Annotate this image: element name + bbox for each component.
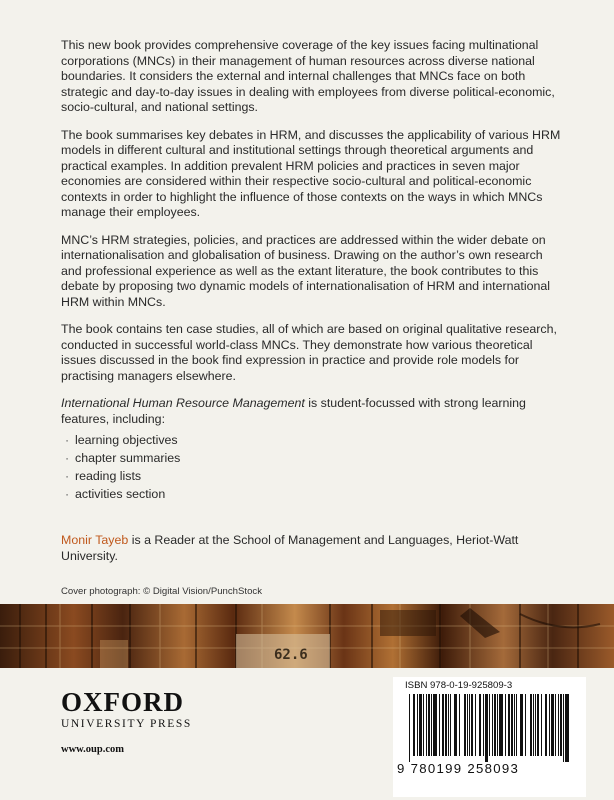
back-cover-blurb (61, 38, 561, 600)
barcode-bar (485, 694, 488, 762)
oxford-logo (61, 688, 192, 730)
barcode-bar (516, 694, 517, 756)
barcode-bar (535, 694, 536, 756)
publisher-press: UNIVERSITY PRESS (61, 718, 192, 730)
barcode-bar (520, 694, 523, 756)
bullet-icon: · (65, 469, 70, 483)
publisher-name: OXFORD (61, 687, 184, 717)
barcode-bar (483, 694, 484, 756)
barcode-bar (545, 694, 547, 756)
publisher-url: www.oup.com (61, 744, 125, 755)
barcode-bar (533, 694, 534, 756)
barcode-bar (525, 694, 526, 756)
list-item (65, 467, 561, 485)
barcode-bar (409, 694, 410, 762)
barcode-bar (505, 694, 506, 756)
barcode-bar (445, 694, 447, 756)
barcode-bar (439, 694, 440, 756)
barcode-bar (537, 694, 539, 756)
barcode-image (405, 694, 573, 762)
cover-photo-strip (0, 604, 614, 668)
bullet-icon: · (65, 487, 70, 501)
barcode-bar (464, 694, 466, 756)
barcode-bar (497, 694, 498, 756)
barcode-bar (475, 694, 476, 756)
feature-label: learning objectives (75, 433, 178, 447)
barcode-bar (560, 694, 562, 756)
barcode-bar (479, 694, 481, 756)
bullet-icon: · (65, 433, 70, 447)
book-title: International Human Resource Management (61, 396, 305, 410)
barcode-bar (499, 694, 503, 756)
barcode-bar (431, 694, 432, 756)
barcode-bar (494, 694, 496, 756)
barcode-bar (492, 694, 493, 756)
features-intro-text: is student-focussed with strong learning features, including: (61, 396, 526, 426)
barcode-bar (511, 694, 513, 756)
blurb-paragraph-4: The book contains ten case studies, all of which are based on original qualitative research, conducted in successful world-class MNCs. They demonstrate how various theoretical issues discussed in the book find expression in practice and provide role models for practising managers elsewhere. (61, 322, 557, 383)
list-item (65, 485, 561, 503)
bullet-icon: · (65, 451, 70, 465)
feature-label: chapter summaries (75, 451, 181, 465)
publisher-footer (0, 668, 614, 800)
learning-features (61, 396, 561, 503)
blurb-paragraph-1: This new book provides comprehensive coverage of the key issues facing multinational corporations (MNCs) in their management of human resources across diverse national boundaries. It considers the external and internal challenges that MNCs face on both strategic and day-to-day issues in dealing with employees from diverse political-economic, socio-cultural, and national settings. (61, 38, 555, 114)
isbn-barcode (393, 677, 586, 797)
barcode-bar (448, 694, 449, 756)
barcode-bar (442, 694, 444, 756)
barcode-bar (514, 694, 515, 756)
barcode-bar (450, 694, 451, 756)
blurb-paragraph-2: The book summarises key debates in HRM, and discusses the applicability of various HRM models in different cultural and institutional settings through theoretical arguments and practical examples. In addition prevalent HRM policies and practices in seven major economies are considered within their respective socio-cultural and political-economic contexts in order to highlight the influence of those contexts on the ways in which MNCs manage their employees. (61, 127, 561, 219)
photo-number-text: 62.6 (274, 647, 308, 663)
barcode-bar (471, 694, 473, 756)
barcode-bar (413, 694, 415, 756)
feature-label: activities section (75, 487, 166, 501)
barcode-bar (508, 694, 510, 756)
barcode-bar (426, 694, 427, 756)
feature-label: reading lists (75, 469, 142, 483)
list-item (65, 449, 561, 467)
feature-list (61, 431, 561, 503)
barcode-bar (417, 694, 418, 756)
barcode-bar (555, 694, 556, 756)
author-bio-text: is a Reader at the School of Management and Languages, Heriot-Watt University. (61, 533, 519, 563)
author-name: Monir Tayeb (61, 533, 129, 547)
barcode-bar (419, 694, 422, 756)
barcode-bar (428, 694, 430, 756)
barcode-bar (433, 694, 437, 756)
barcode-bar (541, 694, 542, 756)
barcode-bar (423, 694, 424, 756)
barcode-bar (469, 694, 470, 756)
barcode-bar (549, 694, 550, 756)
barcode-bar (563, 694, 564, 762)
cover-credit: Cover photograph: © Digital Vision/PunchStock (61, 586, 263, 597)
features-intro (61, 396, 561, 427)
barcode-digits: 9 780199 258093 (397, 761, 520, 776)
barcode-bar (467, 694, 468, 756)
barcode-bar (459, 694, 460, 756)
barcode-bar (551, 694, 554, 756)
barcode-bar (489, 694, 490, 756)
list-item (65, 431, 561, 449)
barcode-bar (454, 694, 457, 756)
author-bio (61, 533, 561, 564)
blurb-paragraph-3: MNC’s HRM strategies, policies, and practices are addressed within the wider debate on internationalisation and globalisation of business. Drawing on the author’s own research and professional experience as well as the extant literature, the book contributes to this debate by proposing two dynamic models of internationalisation of HRM and international HRM within MNCs. (61, 232, 551, 309)
barcode-bar (530, 694, 532, 756)
barcode-bar (565, 694, 569, 762)
isbn-number: ISBN 978-0-19-925809-3 (405, 680, 513, 691)
barcode-bar (558, 694, 559, 756)
